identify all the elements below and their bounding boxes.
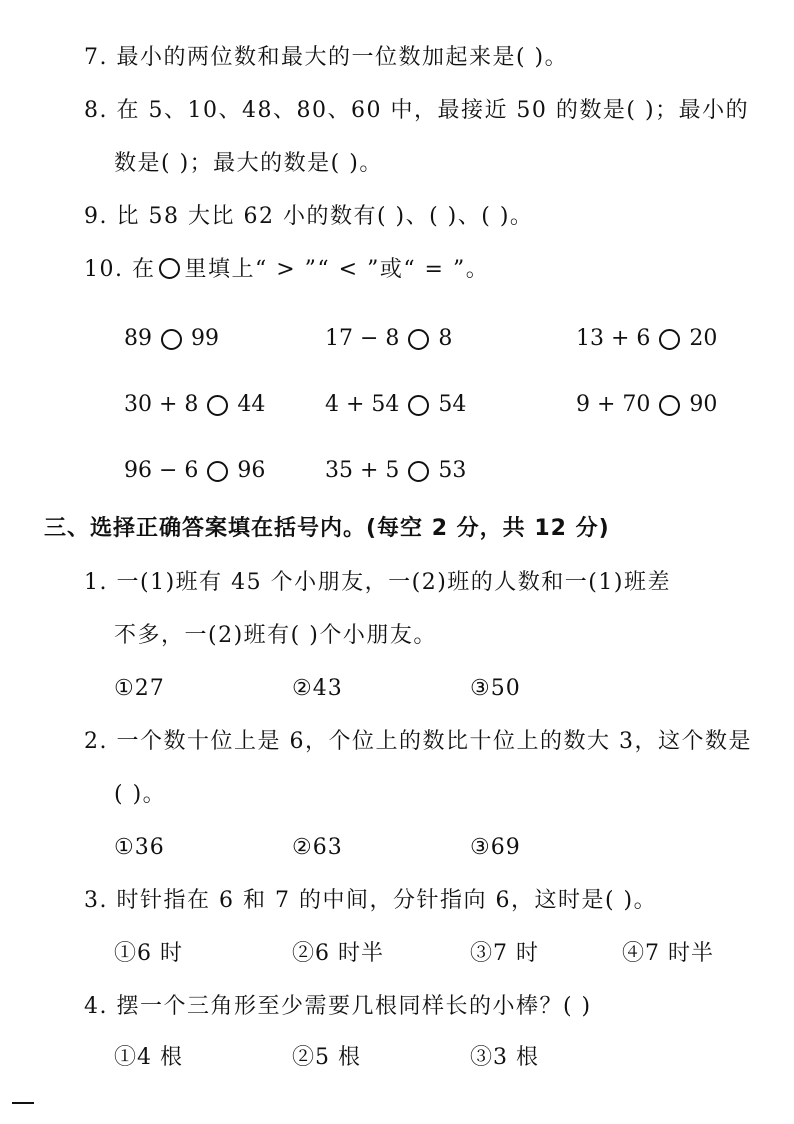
comparison-right: 96 — [237, 458, 266, 483]
comparison-item — [576, 324, 717, 354]
comparison-item — [325, 390, 466, 420]
option-3[interactable]: ③7 时 — [470, 941, 539, 966]
comparison-right: 54 — [438, 392, 467, 417]
choice-question-2-line-1: 2. 一个数十位上是 6，个位上的数比十位上的数大 3，这个数是 — [84, 729, 752, 754]
question-7: 7. 最小的两位数和最大的一位数加起来是( )。 — [84, 45, 569, 70]
option-4[interactable]: ④7 时半 — [622, 941, 714, 966]
comparison-item — [325, 324, 452, 354]
option-2[interactable]: ②63 — [292, 835, 343, 860]
question-10-suffix: 里填上“ > ”“ < ”或“ = ”。 — [184, 257, 490, 282]
choice-question-1-line-2: 不多，一(2)班有( )个小朋友。 — [114, 623, 437, 648]
comparison-right: 44 — [237, 392, 266, 417]
comparison-right: 53 — [438, 458, 467, 483]
option-1[interactable]: ①36 — [114, 835, 165, 860]
answer-circle[interactable] — [207, 395, 228, 416]
comparison-right: 20 — [689, 326, 718, 351]
option-1[interactable]: ①4 根 — [114, 1045, 183, 1070]
question-10 — [84, 255, 489, 285]
answer-circle[interactable] — [659, 395, 680, 416]
choice-question-1-line-1: 1. 一(1)班有 45 个小朋友，一(2)班的人数和一(1)班差 — [84, 570, 671, 595]
question-10-prefix: 10. 在 — [84, 257, 156, 282]
comparison-left: 17 − 8 — [325, 326, 400, 351]
comparison-right: 90 — [689, 392, 718, 417]
comparison-item — [576, 390, 717, 420]
comparison-left: 89 — [124, 326, 152, 351]
comparison-right: 8 — [438, 326, 453, 351]
question-9: 9. 比 58 大比 62 小的数有( )、( )、( )。 — [84, 204, 534, 229]
option-3[interactable]: ③50 — [470, 676, 521, 701]
comparison-left: 30 + 8 — [124, 392, 199, 417]
option-1[interactable]: ①6 时 — [114, 941, 183, 966]
option-3[interactable]: ③69 — [470, 835, 521, 860]
choice-question-2-line-2: ( )。 — [114, 782, 167, 807]
comparison-item — [325, 456, 466, 486]
answer-circle[interactable] — [408, 395, 429, 416]
comparison-left: 9 + 70 — [576, 392, 651, 417]
comparison-item — [124, 390, 265, 420]
comparison-left: 13 + 6 — [576, 326, 651, 351]
page-corner-mark — [12, 1102, 34, 1104]
comparison-item — [124, 456, 265, 486]
option-2[interactable]: ②43 — [292, 676, 343, 701]
option-3[interactable]: ③3 根 — [470, 1045, 539, 1070]
comparison-item — [124, 324, 219, 354]
comparison-left: 4 + 54 — [325, 392, 400, 417]
answer-circle[interactable] — [408, 329, 429, 350]
choice-question-3: 3. 时针指在 6 和 7 的中间，分针指向 6，这时是( )。 — [84, 888, 658, 913]
comparison-right: 99 — [191, 326, 219, 351]
answer-circle[interactable] — [408, 461, 429, 482]
section-3-heading: 三、选择正确答案填在括号内。(每空 2 分，共 12 分) — [44, 516, 610, 541]
comparison-left: 35 + 5 — [325, 458, 400, 483]
answer-circle[interactable] — [161, 329, 182, 350]
question-8-line-2: 数是( )；最大的数是( )。 — [114, 151, 383, 176]
option-2[interactable]: ②5 根 — [292, 1045, 361, 1070]
comparison-left: 96 − 6 — [124, 458, 199, 483]
answer-circle[interactable] — [207, 461, 228, 482]
question-8-line-1: 8. 在 5、10、48、80、60 中，最接近 50 的数是( )；最小的 — [84, 98, 750, 123]
choice-question-4: 4. 摆一个三角形至少需要几根同样长的小棒？( ) — [84, 994, 592, 1019]
circle-blank-icon — [159, 258, 180, 279]
option-1[interactable]: ①27 — [114, 676, 165, 701]
option-2[interactable]: ②6 时半 — [292, 941, 384, 966]
answer-circle[interactable] — [659, 329, 680, 350]
